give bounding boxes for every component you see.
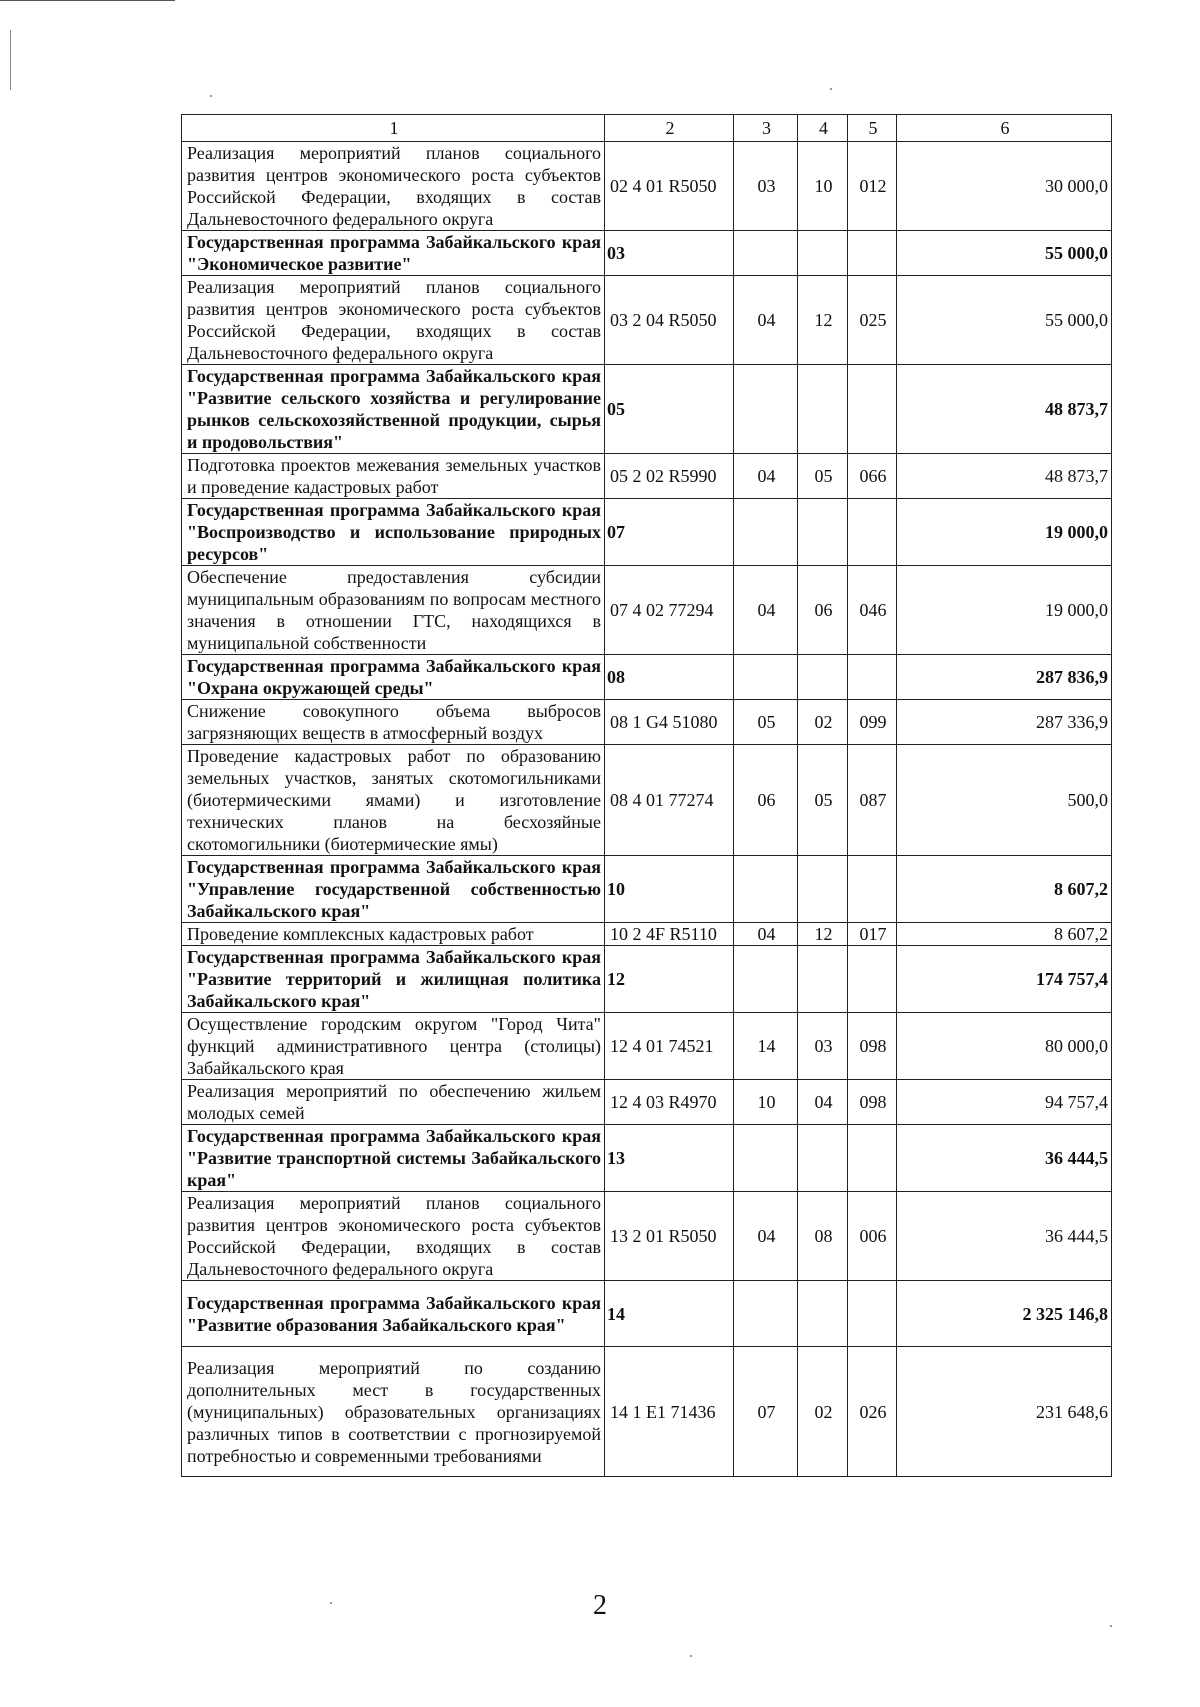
row-amount: 30 000,0: [897, 142, 1112, 231]
column-number: 1: [182, 115, 605, 142]
row-amount: 36 444,5: [897, 1125, 1112, 1192]
scan-edge-line: [0, 0, 175, 1]
row-section: [734, 1281, 798, 1347]
program-row: [182, 856, 1112, 923]
program-row: [182, 1281, 1112, 1347]
row-expense-type: [848, 655, 897, 700]
row-code: 08: [605, 655, 734, 700]
row-amount: 500,0: [897, 745, 1112, 856]
row-name: Государственная программа Забайкальского края "Экономическое развитие": [182, 231, 605, 276]
row-amount: 19 000,0: [897, 499, 1112, 566]
row-subsection: [798, 1125, 848, 1192]
row-subsection: 02: [798, 700, 848, 745]
row-subsection: 02: [798, 1347, 848, 1477]
item-row: [182, 454, 1112, 499]
program-row: [182, 655, 1112, 700]
row-section: 04: [734, 566, 798, 655]
row-section: [734, 856, 798, 923]
row-name: Проведение кадастровых работ по образованию земельных участков, занятых скотомогильниками (биотермическими ямами) и изготовление технических планов на бесхозяйные скотомогильники (биотермические ямы): [182, 745, 605, 856]
item-row: [182, 566, 1112, 655]
row-subsection: 05: [798, 745, 848, 856]
row-subsection: 10: [798, 142, 848, 231]
row-amount: 174 757,4: [897, 946, 1112, 1013]
scan-edge-mark: [10, 30, 11, 90]
row-expense-type: [848, 231, 897, 276]
column-number: 2: [605, 115, 734, 142]
row-code: 10: [605, 856, 734, 923]
row-code: 07 4 02 77294: [605, 566, 734, 655]
row-name: Государственная программа Забайкальского края "Развитие сельского хозяйства и регулирование рынков сельскохозяйственной продукции, сырья и продовольствия": [182, 365, 605, 454]
row-expense-type: [848, 856, 897, 923]
row-section: 10: [734, 1080, 798, 1125]
row-name: Реализация мероприятий по обеспечению жильем молодых семей: [182, 1080, 605, 1125]
row-name: Реализация мероприятий планов социального развития центров экономического роста субъектов Российской Федерации, входящих в состав Дальневосточного федерального округа: [182, 1192, 605, 1281]
row-expense-type: 012: [848, 142, 897, 231]
item-row: [182, 700, 1112, 745]
row-code: 14: [605, 1281, 734, 1347]
scan-speck: [830, 88, 832, 90]
row-name: Реализация мероприятий по созданию дополнительных мест в государственных (муниципальных) образовательных организациях различных типов в соответствии с прогнозируемой потребностью и современными требованиями: [182, 1347, 605, 1477]
row-amount: 231 648,6: [897, 1347, 1112, 1477]
row-code: 10 2 4F R5110: [605, 923, 734, 946]
column-number: 6: [897, 115, 1112, 142]
item-row: [182, 745, 1112, 856]
row-subsection: [798, 365, 848, 454]
row-code: 12 4 03 R4970: [605, 1080, 734, 1125]
row-section: [734, 946, 798, 1013]
row-amount: 2 325 146,8: [897, 1281, 1112, 1347]
program-row: [182, 231, 1112, 276]
row-amount: 287 336,9: [897, 700, 1112, 745]
row-section: 07: [734, 1347, 798, 1477]
row-expense-type: [848, 499, 897, 566]
row-name: Государственная программа Забайкальского края "Развитие транспортной системы Забайкальского края": [182, 1125, 605, 1192]
row-section: 04: [734, 1192, 798, 1281]
row-subsection: 12: [798, 923, 848, 946]
item-row: [182, 1013, 1112, 1080]
row-section: 06: [734, 745, 798, 856]
row-code: 02 4 01 R5050: [605, 142, 734, 231]
row-name: Государственная программа Забайкальского края "Воспроизводство и использование природных ресурсов": [182, 499, 605, 566]
row-subsection: 08: [798, 1192, 848, 1281]
column-number-row: [182, 115, 1112, 142]
scan-speck: [210, 95, 212, 97]
row-section: 04: [734, 276, 798, 365]
item-row: [182, 923, 1112, 946]
row-name: Государственная программа Забайкальского края "Развитие образования Забайкальского края": [182, 1281, 605, 1347]
row-expense-type: 026: [848, 1347, 897, 1477]
item-row: [182, 1347, 1112, 1477]
row-expense-type: 046: [848, 566, 897, 655]
row-section: [734, 1125, 798, 1192]
row-subsection: 12: [798, 276, 848, 365]
row-section: 04: [734, 923, 798, 946]
row-amount: 48 873,7: [897, 365, 1112, 454]
row-name: Государственная программа Забайкальского края "Развитие территорий и жилищная политика Забайкальского края": [182, 946, 605, 1013]
row-name: Реализация мероприятий планов социального развития центров экономического роста субъектов Российской Федерации, входящих в состав Дальневосточного федерального округа: [182, 142, 605, 231]
program-row: [182, 499, 1112, 566]
row-section: 04: [734, 454, 798, 499]
row-code: 05 2 02 R5990: [605, 454, 734, 499]
item-row: [182, 1192, 1112, 1281]
row-subsection: 06: [798, 566, 848, 655]
column-number: 3: [734, 115, 798, 142]
row-subsection: [798, 1281, 848, 1347]
row-amount: 55 000,0: [897, 231, 1112, 276]
row-name: Государственная программа Забайкальского края "Управление государственной собственностью Забайкальского края": [182, 856, 605, 923]
scan-speck: [690, 1655, 692, 1657]
row-section: 05: [734, 700, 798, 745]
row-expense-type: 006: [848, 1192, 897, 1281]
row-code: 08 1 G4 51080: [605, 700, 734, 745]
row-code: 05: [605, 365, 734, 454]
row-code: 13 2 01 R5050: [605, 1192, 734, 1281]
row-expense-type: 066: [848, 454, 897, 499]
row-expense-type: [848, 946, 897, 1013]
row-section: [734, 231, 798, 276]
row-subsection: 04: [798, 1080, 848, 1125]
row-section: 14: [734, 1013, 798, 1080]
program-row: [182, 365, 1112, 454]
row-subsection: 03: [798, 1013, 848, 1080]
row-expense-type: 098: [848, 1080, 897, 1125]
row-section: [734, 365, 798, 454]
row-name: Снижение совокупного объема выбросов загрязняющих веществ в атмосферный воздух: [182, 700, 605, 745]
row-name: Реализация мероприятий планов социального развития центров экономического роста субъектов Российской Федерации, входящих в состав Дальневосточного федерального округа: [182, 276, 605, 365]
row-section: [734, 499, 798, 566]
row-code: 03: [605, 231, 734, 276]
row-code: 14 1 E1 71436: [605, 1347, 734, 1477]
row-code: 12: [605, 946, 734, 1013]
item-row: [182, 1080, 1112, 1125]
row-subsection: [798, 946, 848, 1013]
program-row: [182, 1125, 1112, 1192]
row-subsection: 05: [798, 454, 848, 499]
row-code: 12 4 01 74521: [605, 1013, 734, 1080]
column-number: 5: [848, 115, 897, 142]
row-expense-type: 017: [848, 923, 897, 946]
row-amount: 48 873,7: [897, 454, 1112, 499]
row-subsection: [798, 856, 848, 923]
row-section: [734, 655, 798, 700]
row-amount: 36 444,5: [897, 1192, 1112, 1281]
row-name: Обеспечение предоставления субсидии муниципальным образованиям по вопросам местного значения в отношении ГТС, находящихся в муниципальной собственности: [182, 566, 605, 655]
row-amount: 19 000,0: [897, 566, 1112, 655]
row-subsection: [798, 231, 848, 276]
row-section: 03: [734, 142, 798, 231]
row-code: 03 2 04 R5050: [605, 276, 734, 365]
row-code: 07: [605, 499, 734, 566]
row-subsection: [798, 499, 848, 566]
item-row: [182, 142, 1112, 231]
row-amount: 55 000,0: [897, 276, 1112, 365]
row-expense-type: 025: [848, 276, 897, 365]
row-code: 08 4 01 77274: [605, 745, 734, 856]
row-amount: 8 607,2: [897, 923, 1112, 946]
row-amount: 8 607,2: [897, 856, 1112, 923]
row-expense-type: 087: [848, 745, 897, 856]
row-amount: 80 000,0: [897, 1013, 1112, 1080]
row-amount: 287 836,9: [897, 655, 1112, 700]
row-expense-type: 099: [848, 700, 897, 745]
row-expense-type: [848, 1125, 897, 1192]
row-subsection: [798, 655, 848, 700]
row-name: Осуществление городским округом "Город Чита" функций административного центра (столицы) Забайкальского края: [182, 1013, 605, 1080]
row-name: Подготовка проектов межевания земельных участков и проведение кадастровых работ: [182, 454, 605, 499]
budget-table: [181, 114, 1112, 1477]
row-amount: 94 757,4: [897, 1080, 1112, 1125]
row-name: Проведение комплексных кадастровых работ: [182, 923, 605, 946]
item-row: [182, 276, 1112, 365]
row-expense-type: [848, 1281, 897, 1347]
program-row: [182, 946, 1112, 1013]
row-expense-type: [848, 365, 897, 454]
column-number: 4: [798, 115, 848, 142]
row-expense-type: 098: [848, 1013, 897, 1080]
scan-speck: [1110, 1625, 1112, 1627]
row-code: 13: [605, 1125, 734, 1192]
page-number: 2: [593, 1590, 607, 1621]
row-name: Государственная программа Забайкальского края "Охрана окружающей среды": [182, 655, 605, 700]
